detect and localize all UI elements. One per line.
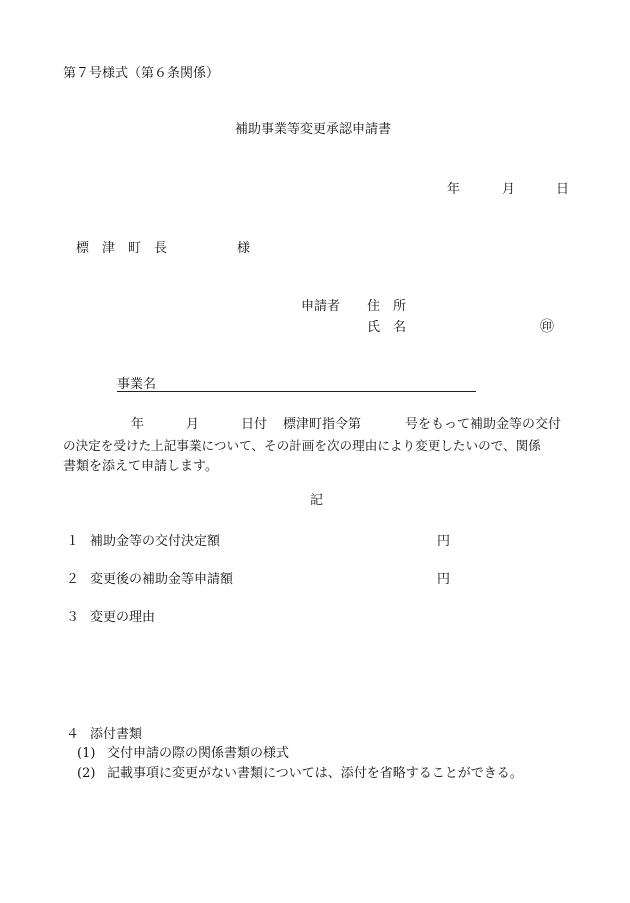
attachment-note-number: (2)	[77, 766, 96, 781]
date-month-label: 月	[502, 182, 516, 197]
form-number: 第７号様式（第６条関係）	[63, 66, 220, 81]
addressee-honorific: 様	[237, 241, 251, 256]
name-label: 氏 名	[367, 320, 407, 335]
attachment-note-text: 記載事項に変更がない書類については、添付を省略することができる。	[107, 766, 523, 781]
applicant-label: 申請者	[301, 299, 341, 314]
item-unit: 円	[437, 534, 451, 549]
item-label: 補助金等の交付決定額	[90, 534, 221, 549]
attachments-number: ４	[66, 727, 80, 742]
body-line-2: の決定を受けた上記事業について、その計画を次の理由により変更したいので、関係	[63, 438, 541, 453]
body-year: 年	[131, 417, 145, 432]
body-suffix: 号をもって補助金等の交付	[405, 417, 562, 432]
ki-heading: 記	[310, 493, 324, 508]
project-name-underline	[117, 391, 476, 392]
item-number: ２	[66, 572, 80, 587]
item-unit: 円	[437, 572, 451, 587]
attachment-note-text: 交付申請の際の関係書類の様式	[107, 746, 290, 761]
attachment-note-number: (1)	[77, 746, 96, 761]
item-number: １	[66, 534, 80, 549]
seal-mark: ㊞	[540, 319, 554, 335]
body-month: 月	[186, 417, 200, 432]
date-year-label: 年	[447, 182, 461, 197]
address-label: 住 所	[367, 299, 407, 314]
attachments-label: 添付書類	[90, 727, 143, 742]
document-title: 補助事業等変更承認申請書	[235, 122, 392, 137]
project-name-label: 事業名	[117, 377, 157, 392]
addressee-name: 標 津 町 長	[76, 241, 168, 256]
date-day-label: 日	[556, 182, 570, 197]
item-label: 変更後の補助金等申請額	[90, 572, 234, 587]
body-line-3: 書類を添えて申請します。	[63, 459, 218, 474]
item-label: 変更の理由	[90, 610, 156, 625]
body-ref: 標津町指令第	[283, 417, 362, 432]
body-day: 日付	[241, 417, 268, 432]
item-number: ３	[66, 610, 80, 625]
